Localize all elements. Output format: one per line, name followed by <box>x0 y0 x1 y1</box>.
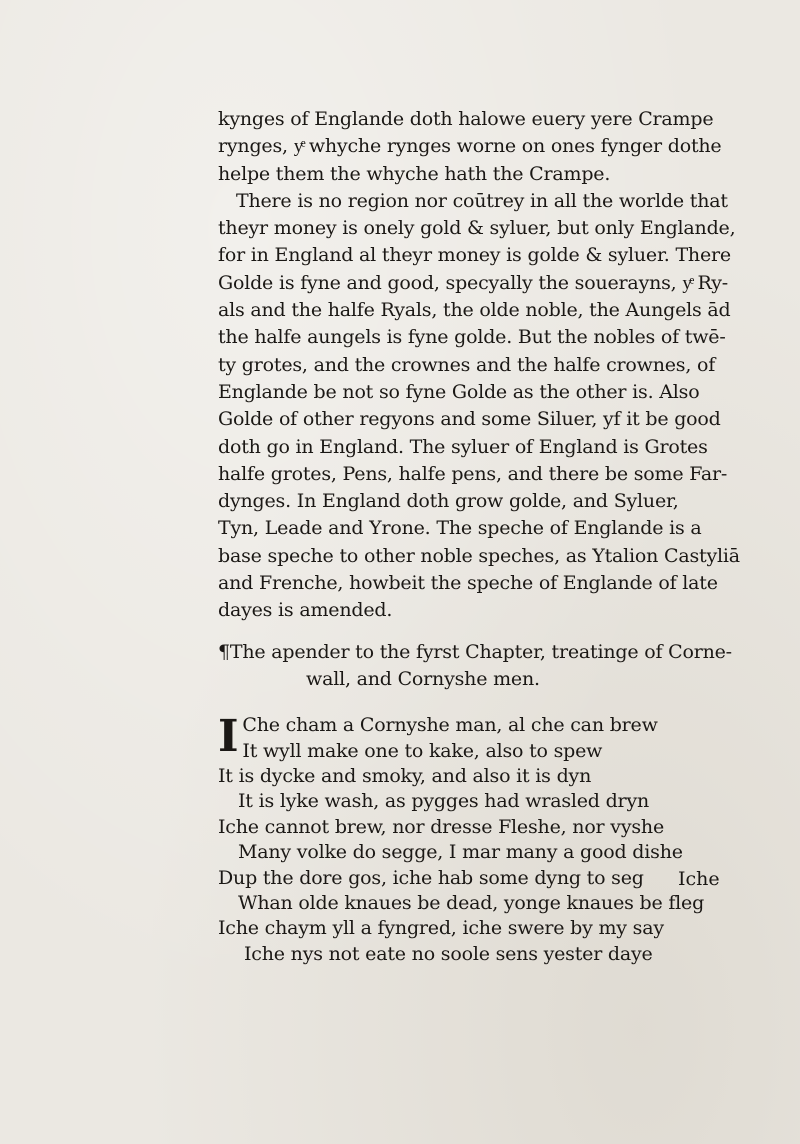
verse-line: It is lyke wash, as pygges had wrasled dryn <box>238 790 650 813</box>
catchword: Iche <box>678 868 720 890</box>
text-line: There is no region nor coūtrey in all the worlde that <box>236 189 728 212</box>
text-line: Golde of other regyons and some Siluer, yf it be good <box>218 408 721 431</box>
verse-line: It wyll make one to kake, also to spew <box>242 739 603 762</box>
verse-line: Dup the dore gos, iche hab some dyng to seg <box>218 866 644 889</box>
verse-block <box>218 713 718 967</box>
text-line: dynges. In England doth grow golde, and Syluer, <box>218 490 679 513</box>
verse-line: Che cham a Cornyshe man, al che can brew <box>242 714 658 737</box>
text-line: rynges, yͤ whyche rynges worne on ones fynger dothe <box>218 135 722 158</box>
text-line: doth go in England. The syluer of England is Grotes <box>218 435 708 458</box>
text-line: the halfe aungels is fyne golde. But the nobles of twē- <box>218 326 726 349</box>
text-line: kynges of Englande doth halowe euery yere Crampe <box>218 108 714 130</box>
text-line: halfe grotes, Pens, halfe pens, and there be some Far- <box>218 462 728 485</box>
text-line: helpe them the whyche hath the Crampe. <box>218 162 611 185</box>
verse-line: Iche cannot brew, nor dresse Fleshe, nor vyshe <box>218 815 664 838</box>
text-line: Golde is fyne and good, specyally the souerayns, yͤ Ry- <box>218 271 729 294</box>
text-line: ty grotes, and the crownes and the halfe crownes, of <box>218 353 716 376</box>
text-line: theyr money is onely gold & syluer, but only Englande, <box>218 217 736 240</box>
text-line: and Frenche, howbeit the speche of Englande of late <box>218 572 718 595</box>
text-line: base speche to other noble speches, as Ytalion Castyliā <box>218 544 740 567</box>
prose-paragraph <box>218 106 740 625</box>
text-line: Englande be not so fyne Golde as the other is. Also <box>218 380 700 403</box>
text-line: Tyn, Leade and Yrone. The speche of Englande is a <box>218 517 702 540</box>
heading-line: ¶The apender to the fyrst Chapter, treatinge of Corne- <box>218 640 732 663</box>
drop-cap: I <box>218 711 239 763</box>
text-line: dayes is amended. <box>218 599 393 622</box>
text-block <box>218 106 740 967</box>
verse-line: Iche nys not eate no soole sens yester daye <box>244 942 653 965</box>
verse-line: Many volke do segge, I mar many a good dishe <box>238 841 683 864</box>
verse-line: It is dycke and smoky, and also it is dyn <box>218 765 592 788</box>
verse-line: Whan olde knaues be dead, yonge knaues be fleg <box>238 891 705 914</box>
heading-line: wall, and Cornyshe men. <box>306 667 540 690</box>
section-heading <box>218 639 732 694</box>
verse-line: Iche chaym yll a fyngred, iche swere by my say <box>218 917 664 940</box>
text-line: als and the halfe Ryals, the olde noble, the Aungels ād <box>218 299 731 322</box>
text-line: for in England al theyr money is golde & syluer. There <box>218 244 731 267</box>
